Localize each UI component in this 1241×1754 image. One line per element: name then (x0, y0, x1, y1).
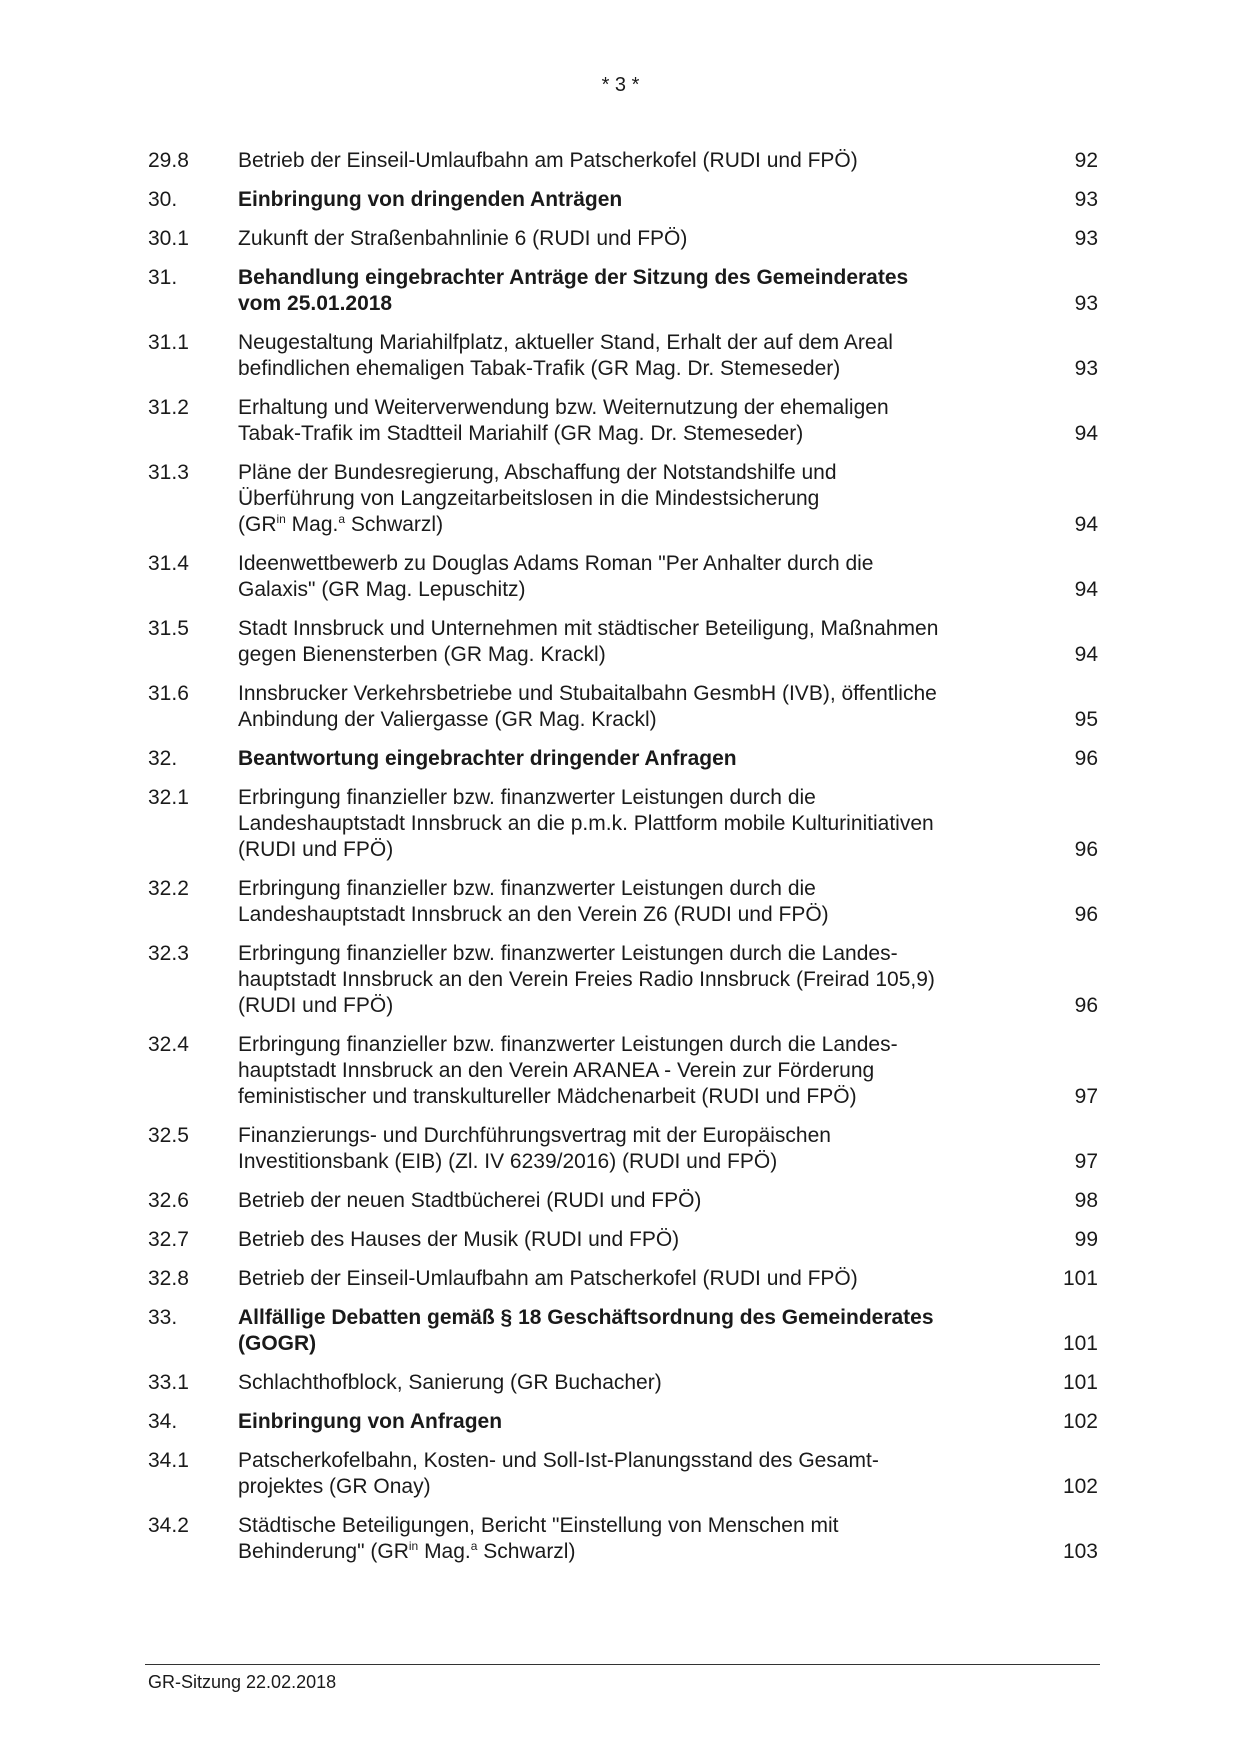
toc-entry (148, 1305, 1098, 1357)
toc-entry-number: 31.2 (148, 396, 189, 419)
toc-entry-page: 103 (1062, 1540, 1098, 1563)
toc-entry-title-line: Betrieb der neuen Stadtbücherei (RUDI und FPÖ) (238, 1189, 702, 1212)
toc-entry-page: 94 (1074, 578, 1098, 601)
toc-entry-title (238, 1227, 1032, 1253)
toc-entry-number: 32.3 (148, 942, 189, 965)
toc-entry-title-line: Finanzierungs- und Durchführungsvertrag mit der Europäischen (238, 1124, 831, 1147)
toc-entry-title-line: Zukunft der Straßenbahnlinie 6 (RUDI und FPÖ) (238, 227, 688, 250)
toc-entry (148, 330, 1098, 382)
toc-entry-title-line: Landeshauptstadt Innsbruck an die p.m.k. Plattform mobile Kulturinitiativen (238, 812, 934, 835)
toc-entry-title (238, 1448, 1032, 1500)
toc-entry-number: 34.2 (148, 1514, 189, 1537)
toc-entry-title-line: projektes (GR Onay) (238, 1475, 431, 1498)
toc-entry-title-line: Behandlung eingebrachter Anträge der Sitzung des Gemeinderates (238, 266, 909, 289)
toc-entry-page: 95 (1074, 708, 1098, 731)
toc-entry-page: 94 (1074, 422, 1098, 445)
toc-entry-number: 32.2 (148, 877, 189, 900)
toc-entry (148, 681, 1098, 733)
toc-entry (148, 1032, 1098, 1110)
toc-entry-number: 30. (148, 188, 178, 211)
toc-entry-page: 93 (1074, 357, 1098, 380)
toc-entry (148, 460, 1098, 538)
toc-entry-title (238, 551, 1032, 603)
table-of-contents (148, 148, 1098, 1578)
toc-entry-title-line: Investitionsbank (EIB) (Zl. IV 6239/2016) (RUDI und FPÖ) (238, 1150, 778, 1173)
toc-entry-number: 31.5 (148, 617, 189, 640)
toc-entry-title-line: Pläne der Bundesregierung, Abschaffung der Notstandshilfe und (238, 461, 837, 484)
toc-entry-number: 33. (148, 1306, 178, 1329)
toc-entry-title-line: Anbindung der Valiergasse (GR Mag. Krackl) (238, 708, 657, 731)
toc-entry (148, 1227, 1098, 1253)
toc-entry-title (238, 1370, 1032, 1396)
toc-entry-title-line: Neugestaltung Mariahilfplatz, aktueller Stand, Erhalt der auf dem Areal (238, 331, 893, 354)
toc-entry-page: 96 (1074, 747, 1098, 770)
toc-entry (148, 1266, 1098, 1292)
toc-entry-number: 31.3 (148, 461, 189, 484)
toc-entry-title (238, 1513, 1032, 1565)
toc-entry-number: 31.6 (148, 682, 189, 705)
toc-entry-number: 32.1 (148, 786, 189, 809)
toc-entry (148, 395, 1098, 447)
toc-entry-title-line: Betrieb der Einseil-Umlaufbahn am Patscherkofel (RUDI und FPÖ) (238, 149, 858, 172)
toc-entry-page: 96 (1074, 838, 1098, 861)
toc-entry (148, 616, 1098, 668)
toc-entry-number: 32.5 (148, 1124, 189, 1147)
toc-entry-page: 99 (1074, 1228, 1098, 1251)
toc-entry (148, 1123, 1098, 1175)
toc-entry-page: 93 (1074, 292, 1098, 315)
toc-entry-title-line: Erbringung finanzieller bzw. finanzwerter Leistungen durch die Landes- (238, 942, 898, 965)
toc-entry (148, 226, 1098, 252)
toc-entry (148, 785, 1098, 863)
toc-entry-number: 31.4 (148, 552, 189, 575)
toc-entry-title-line: Erbringung finanzieller bzw. finanzwerter Leistungen durch die Landes- (238, 1033, 898, 1056)
toc-entry-title-line: hauptstadt Innsbruck an den Verein ARANEA - Verein zur Förderung (238, 1059, 875, 1082)
toc-entry-title-line: hauptstadt Innsbruck an den Verein Freies Radio Innsbruck (Freirad 105,9) (238, 968, 935, 991)
toc-entry-number: 32.8 (148, 1267, 189, 1290)
toc-entry-page: 93 (1074, 227, 1098, 250)
toc-entry-title (238, 330, 1032, 382)
toc-entry-title-line: Patscherkofelbahn, Kosten- und Soll-Ist-Planungsstand des Gesamt- (238, 1449, 879, 1472)
toc-entry-title (238, 616, 1032, 668)
toc-entry-title (238, 746, 1032, 772)
toc-entry-page: 97 (1074, 1150, 1098, 1173)
toc-entry-title-line: Behinderung" ($GR^{in}$ Mag.$^a$ Schwarzl) (238, 1539, 576, 1563)
toc-entry-title (238, 265, 1032, 317)
toc-entry-title-line: vom 25.01.2018 (238, 292, 393, 315)
toc-entry-title-line: feministischer und transkultureller Mädchenarbeit (RUDI und FPÖ) (238, 1085, 857, 1108)
toc-entry (148, 876, 1098, 928)
toc-entry-title-line: Erbringung finanzieller bzw. finanzwerter Leistungen durch die (238, 877, 816, 900)
toc-entry (148, 187, 1098, 213)
toc-entry-title-line: Galaxis" (GR Mag. Lepuschitz) (238, 578, 526, 601)
toc-entry-title (238, 785, 1032, 863)
toc-entry-title (238, 1123, 1032, 1175)
toc-entry-page: 96 (1074, 903, 1098, 926)
toc-entry-title-line: Beantwortung eingebrachter dringender Anfragen (238, 747, 737, 770)
page-number: * 3 * (601, 74, 640, 96)
toc-entry-number: 34.1 (148, 1449, 189, 1472)
toc-entry-title-line: Stadt Innsbruck und Unternehmen mit städtischer Beteiligung, Maßnahmen (238, 617, 939, 640)
toc-entry-page: 93 (1074, 188, 1098, 211)
toc-entry-title-line: (RUDI und FPÖ) (238, 994, 394, 1017)
toc-entry-number: 32.7 (148, 1228, 189, 1251)
toc-entry-title-line: Städtische Beteiligungen, Bericht "Einstellung von Menschen mit (238, 1514, 839, 1537)
toc-entry-number: 29.8 (148, 149, 189, 172)
toc-entry (148, 1188, 1098, 1214)
toc-entry-page: 94 (1074, 513, 1098, 536)
toc-entry-title (238, 1409, 1032, 1435)
toc-entry-title-line: Betrieb der Einseil-Umlaufbahn am Patscherkofel (RUDI und FPÖ) (238, 1267, 858, 1290)
toc-entry-title-line: Betrieb des Hauses der Musik (RUDI und FPÖ) (238, 1228, 680, 1251)
toc-entry-page: 94 (1074, 643, 1098, 666)
toc-entry-title-line: Allfällige Debatten gemäß § 18 Geschäftsordnung des Gemeinderates (238, 1306, 934, 1329)
footer-divider (145, 1664, 1100, 1665)
toc-entry-title-line: ($GR^{in}$ Mag.$^a$ Schwarzl) (238, 512, 444, 536)
toc-entry (148, 941, 1098, 1019)
toc-entry-title (238, 941, 1032, 1019)
toc-entry-title (238, 681, 1032, 733)
toc-entry-title-line: Erbringung finanzieller bzw. finanzwerter Leistungen durch die (238, 786, 816, 809)
toc-entry-number: 31. (148, 266, 178, 289)
toc-entry-title (238, 460, 1032, 538)
toc-entry-title-line: gegen Bienensterben (GR Mag. Krackl) (238, 643, 606, 666)
toc-entry-page: 96 (1074, 994, 1098, 1017)
toc-entry-number: 31.1 (148, 331, 189, 354)
toc-entry-page: 98 (1074, 1189, 1098, 1212)
toc-entry (148, 1513, 1098, 1565)
toc-entry-title-line: Ideenwettbewerb zu Douglas Adams Roman "Per Anhalter durch die (238, 552, 874, 575)
toc-entry-number: 32.6 (148, 1189, 189, 1212)
toc-entry (148, 1370, 1098, 1396)
toc-entry-title-line: Innsbrucker Verkehrsbetriebe und Stubaitalbahn GesmbH (IVB), öffentliche (238, 682, 937, 705)
toc-entry-title-line: Schlachthofblock, Sanierung (GR Buchacher) (238, 1371, 662, 1394)
toc-entry-number: 34. (148, 1410, 178, 1433)
toc-entry-title-line: befindlichen ehemaligen Tabak-Trafik (GR Mag. Dr. Stemeseder) (238, 357, 841, 380)
toc-entry-page: 92 (1074, 149, 1098, 172)
toc-entry-page: 101 (1062, 1267, 1098, 1290)
toc-entry-title (238, 1266, 1032, 1292)
toc-entry-title (238, 876, 1032, 928)
toc-entry-title (238, 1305, 1032, 1357)
toc-entry-title-line: Landeshauptstadt Innsbruck an den Verein Z6 (RUDI und FPÖ) (238, 903, 829, 926)
toc-entry-title-line: (GOGR) (238, 1332, 317, 1355)
toc-entry-page: 102 (1062, 1410, 1098, 1433)
toc-entry-page: 97 (1074, 1085, 1098, 1108)
toc-entry-number: 30.1 (148, 227, 189, 250)
toc-entry (148, 265, 1098, 317)
toc-entry (148, 746, 1098, 772)
toc-entry (148, 551, 1098, 603)
toc-entry (148, 1409, 1098, 1435)
toc-entry-title-line: Überführung von Langzeitarbeitslosen in die Mindestsicherung (238, 487, 820, 510)
toc-entry-number: 32.4 (148, 1033, 189, 1056)
toc-entry-page: 101 (1062, 1371, 1098, 1394)
toc-entry-title-line: Tabak-Trafik im Stadtteil Mariahilf (GR Mag. Dr. Stemeseder) (238, 422, 804, 445)
toc-entry-title (238, 226, 1032, 252)
footer-text: GR-Sitzung 22.02.2018 (148, 1672, 337, 1692)
toc-entry (148, 148, 1098, 174)
toc-entry-title (238, 1032, 1032, 1110)
toc-entry-page: 102 (1062, 1475, 1098, 1498)
toc-entry-number: 33.1 (148, 1371, 189, 1394)
toc-entry-title (238, 148, 1032, 174)
toc-entry-number: 32. (148, 747, 178, 770)
toc-entry-title (238, 187, 1032, 213)
toc-entry-page: 101 (1062, 1332, 1098, 1355)
toc-entry (148, 1448, 1098, 1500)
toc-entry-title-line: Einbringung von Anfragen (238, 1410, 503, 1433)
toc-entry-title-line: Erhaltung und Weiterverwendung bzw. Weiternutzung der ehemaligen (238, 396, 889, 419)
toc-entry-title (238, 395, 1032, 447)
toc-entry-title-line: Einbringung von dringenden Anträgen (238, 188, 623, 211)
toc-entry-title (238, 1188, 1032, 1214)
toc-entry-title-line: (RUDI und FPÖ) (238, 838, 394, 861)
